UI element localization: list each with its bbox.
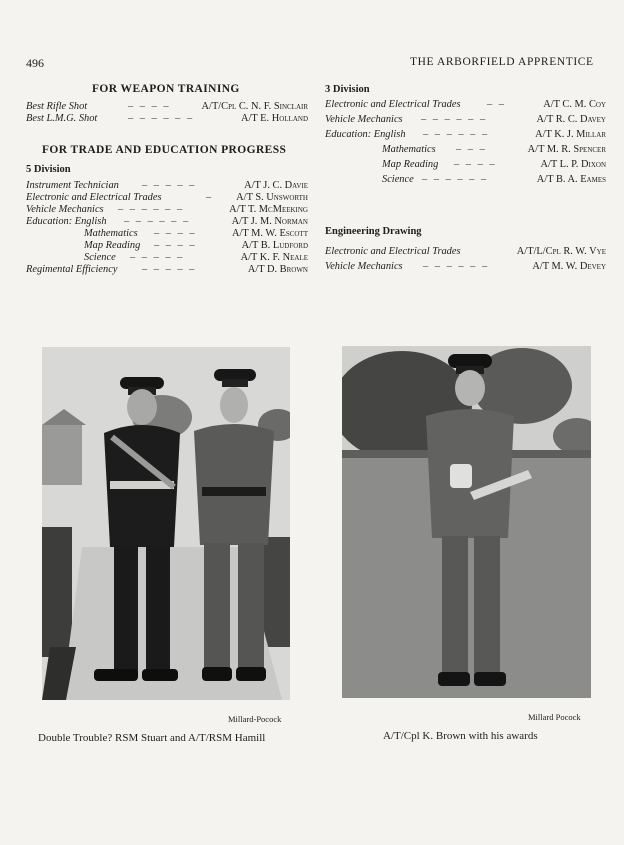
leader-dashes: – –	[487, 99, 506, 110]
photo-illustration	[342, 346, 591, 698]
award-label: Vehicle Mechanics	[26, 204, 104, 215]
photo-caption: Double Trouble? RSM Stuart and A/T/RSM Hamill	[38, 732, 266, 744]
leader-dashes: – – – –	[154, 240, 197, 251]
photo-caption: A/T/Cpl K. Brown with his awards	[383, 730, 538, 742]
award-row	[382, 158, 606, 171]
leader-dashes: – – –	[456, 144, 487, 155]
leader-dashes: – – – –	[154, 228, 197, 239]
weapon-training-heading: FOR WEAPON TRAINING	[92, 83, 240, 95]
leader-dashes: –	[206, 192, 214, 203]
leader-dashes: – – – – – –	[423, 129, 490, 140]
award-name: A/T E. Holland	[241, 113, 308, 124]
award-name: A/T J. M. Norman	[231, 216, 308, 227]
leader-dashes: – – – – – –	[118, 204, 185, 215]
photo-credit: Millard Pocock	[528, 712, 581, 722]
award-row	[382, 143, 606, 156]
award-row	[26, 263, 308, 276]
award-label: Education: English	[325, 129, 406, 140]
page-number: 496	[26, 56, 44, 70]
running-head: THE ARBORFIELD APPRENTICE	[410, 56, 594, 68]
award-name: A/T T. McMeeking	[229, 204, 308, 215]
award-label: Map Reading	[84, 240, 141, 251]
award-row	[325, 113, 606, 126]
award-label: Electronic and Electrical Trades	[325, 99, 461, 110]
award-label: Vehicle Mechanics	[325, 261, 403, 272]
leader-dashes: – – – – –	[130, 252, 185, 263]
award-name: A/T K. J. Millar	[535, 129, 606, 140]
award-row	[325, 260, 606, 273]
award-name: A/T M. W. Escott	[232, 228, 308, 239]
award-name: A/T K. F. Neale	[240, 252, 308, 263]
award-label: Electronic and Electrical Trades	[26, 192, 162, 203]
award-label: Regimental Efficiency	[26, 264, 118, 275]
award-name: A/T J. C. Davie	[244, 180, 308, 191]
leader-dashes: – – – – – –	[128, 113, 195, 124]
award-name: A/T/Cpl C. N. F. Sinclair	[201, 101, 308, 112]
award-label: Map Reading	[382, 159, 439, 170]
leader-dashes: – – – – – –	[124, 216, 191, 227]
award-label: Mathematics	[84, 228, 138, 239]
award-label: Vehicle Mechanics	[325, 114, 403, 125]
award-name: A/T/L/Cpl R. W. Vye	[516, 246, 606, 257]
award-name: A/T C. M. Coy	[543, 99, 606, 110]
award-label: Instrument Technician	[26, 180, 119, 191]
award-row	[325, 245, 606, 258]
award-label: Mathematics	[382, 144, 436, 155]
award-row	[325, 128, 606, 141]
leader-dashes: – – – – – –	[422, 174, 489, 185]
award-label: Best L.M.G. Shot	[26, 113, 98, 124]
award-label: Science	[84, 252, 116, 263]
division-5-heading: 5 Division	[26, 164, 71, 175]
award-row	[325, 98, 606, 111]
award-label: Electronic and Electrical Trades	[325, 246, 461, 257]
award-name: A/T M. W. Devey	[532, 261, 606, 272]
photo-rsm-stuart-and-hamill	[42, 347, 290, 700]
photo-cpl-brown-with-awards	[342, 346, 591, 698]
award-name: A/T D. Brown	[247, 264, 308, 275]
photo-illustration	[42, 347, 290, 700]
award-label: Education: English	[26, 216, 107, 227]
leader-dashes: – – – –	[128, 101, 171, 112]
leader-dashes: – – – – –	[142, 264, 197, 275]
award-name: A/T S. Unsworth	[236, 192, 308, 203]
award-row	[382, 173, 606, 186]
award-name: A/T M. R. Spencer	[527, 144, 606, 155]
award-name: A/T R. C. Davey	[536, 114, 606, 125]
leader-dashes: – – – – –	[142, 180, 197, 191]
leader-dashes: – – – – – –	[421, 114, 488, 125]
award-name: A/T L. P. Dixon	[540, 159, 606, 170]
leader-dashes: – – – –	[454, 159, 497, 170]
photo-credit: Millard-Pocock	[228, 714, 282, 724]
leader-dashes: – – – – – –	[423, 261, 490, 272]
award-row	[26, 112, 308, 125]
award-name: A/T B. A. Eames	[536, 174, 606, 185]
division-3-heading: 3 Division	[325, 84, 370, 95]
trade-education-heading: FOR TRADE AND EDUCATION PROGRESS	[42, 144, 287, 156]
engineering-drawing-heading: Engineering Drawing	[325, 226, 422, 237]
award-label: Science	[382, 174, 414, 185]
award-label: Best Rifle Shot	[26, 101, 88, 112]
award-name: A/T B. Ludford	[241, 240, 308, 251]
